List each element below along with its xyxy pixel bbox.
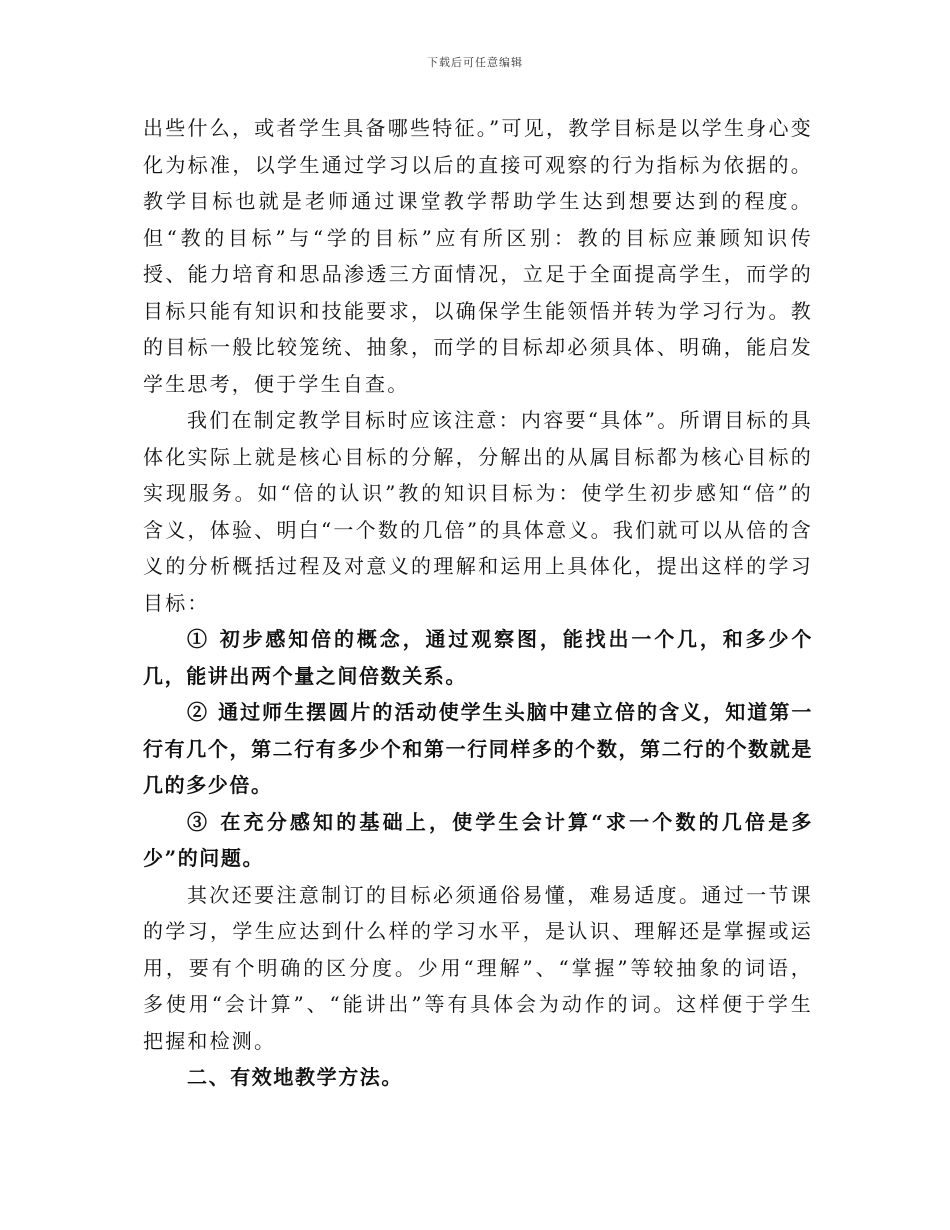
learning-goal-3: ③ 在充分感知的基础上，使学生会计算“求一个数的几倍是多少”的问题。 — [143, 809, 813, 870]
learning-goal-1: ① 初步感知倍的概念，通过观察图，能找出一个几，和多少个几，能讲出两个量之间倍数关系。 — [143, 627, 813, 688]
paragraph-teaching-goals: 出些什么，或者学生具备哪些特征。”可见，教学目标是以学生身心变化为标准，以学生通过学习以后的直接可观察的行为指标为依据的。教学目标也就是老师通过课堂教学帮助学生达到想要达到的程度。但“教的目标”与“学的目标”应有所区别：教的目标应兼顾知识传授、能力培育和思品渗透三方面情况，立足于全面提高学生，而学的目标只能有知识和技能要求，以确保学生能领悟并转为学习行为。教的目标一般比较笼统、抽象，而学的目标却必须具体、明确，能启发学生思考，便于学生自查。 — [143, 116, 813, 396]
page-header: 下载后可任意编辑 — [427, 56, 523, 69]
paragraph-goal-clarity: 其次还要注意制订的目标必须通俗易懂，难易适度。通过一节课的学习，学生应达到什么样的学习水平，是认识、理解还是掌握或运用，要有个明确的区分度。少用“理解”、“掌握”等较抽象的词语，多使用“会计算”、“能讲出”等有具体会为动作的词。这样便于学生把握和检测。 — [143, 882, 813, 1053]
learning-goal-2: ② 通过师生摆圆片的活动使学生头脑中建立倍的含义，知道第一行有几个，第二行有多少个和第一行同样多的个数，第二行的个数就是几的多少倍。 — [143, 700, 813, 797]
document-body — [143, 110, 813, 1096]
paragraph-goal-concreteness: 我们在制定教学目标时应该注意：内容要“具体”。所谓目标的具体化实际上就是核心目标的分解，分解出的从属目标都为核心目标的实现服务。如“倍的认识”教的知识目标为：使学生初步感知“倍”的含义，体验、明白“一个数的几倍”的具体意义。我们就可以从倍的含义的分析概括过程及对意义的理解和运用上具体化，提出这样的学习目标： — [143, 408, 813, 615]
section-heading-effective-methods: 二、有效地教学方法。 — [187, 1065, 403, 1089]
